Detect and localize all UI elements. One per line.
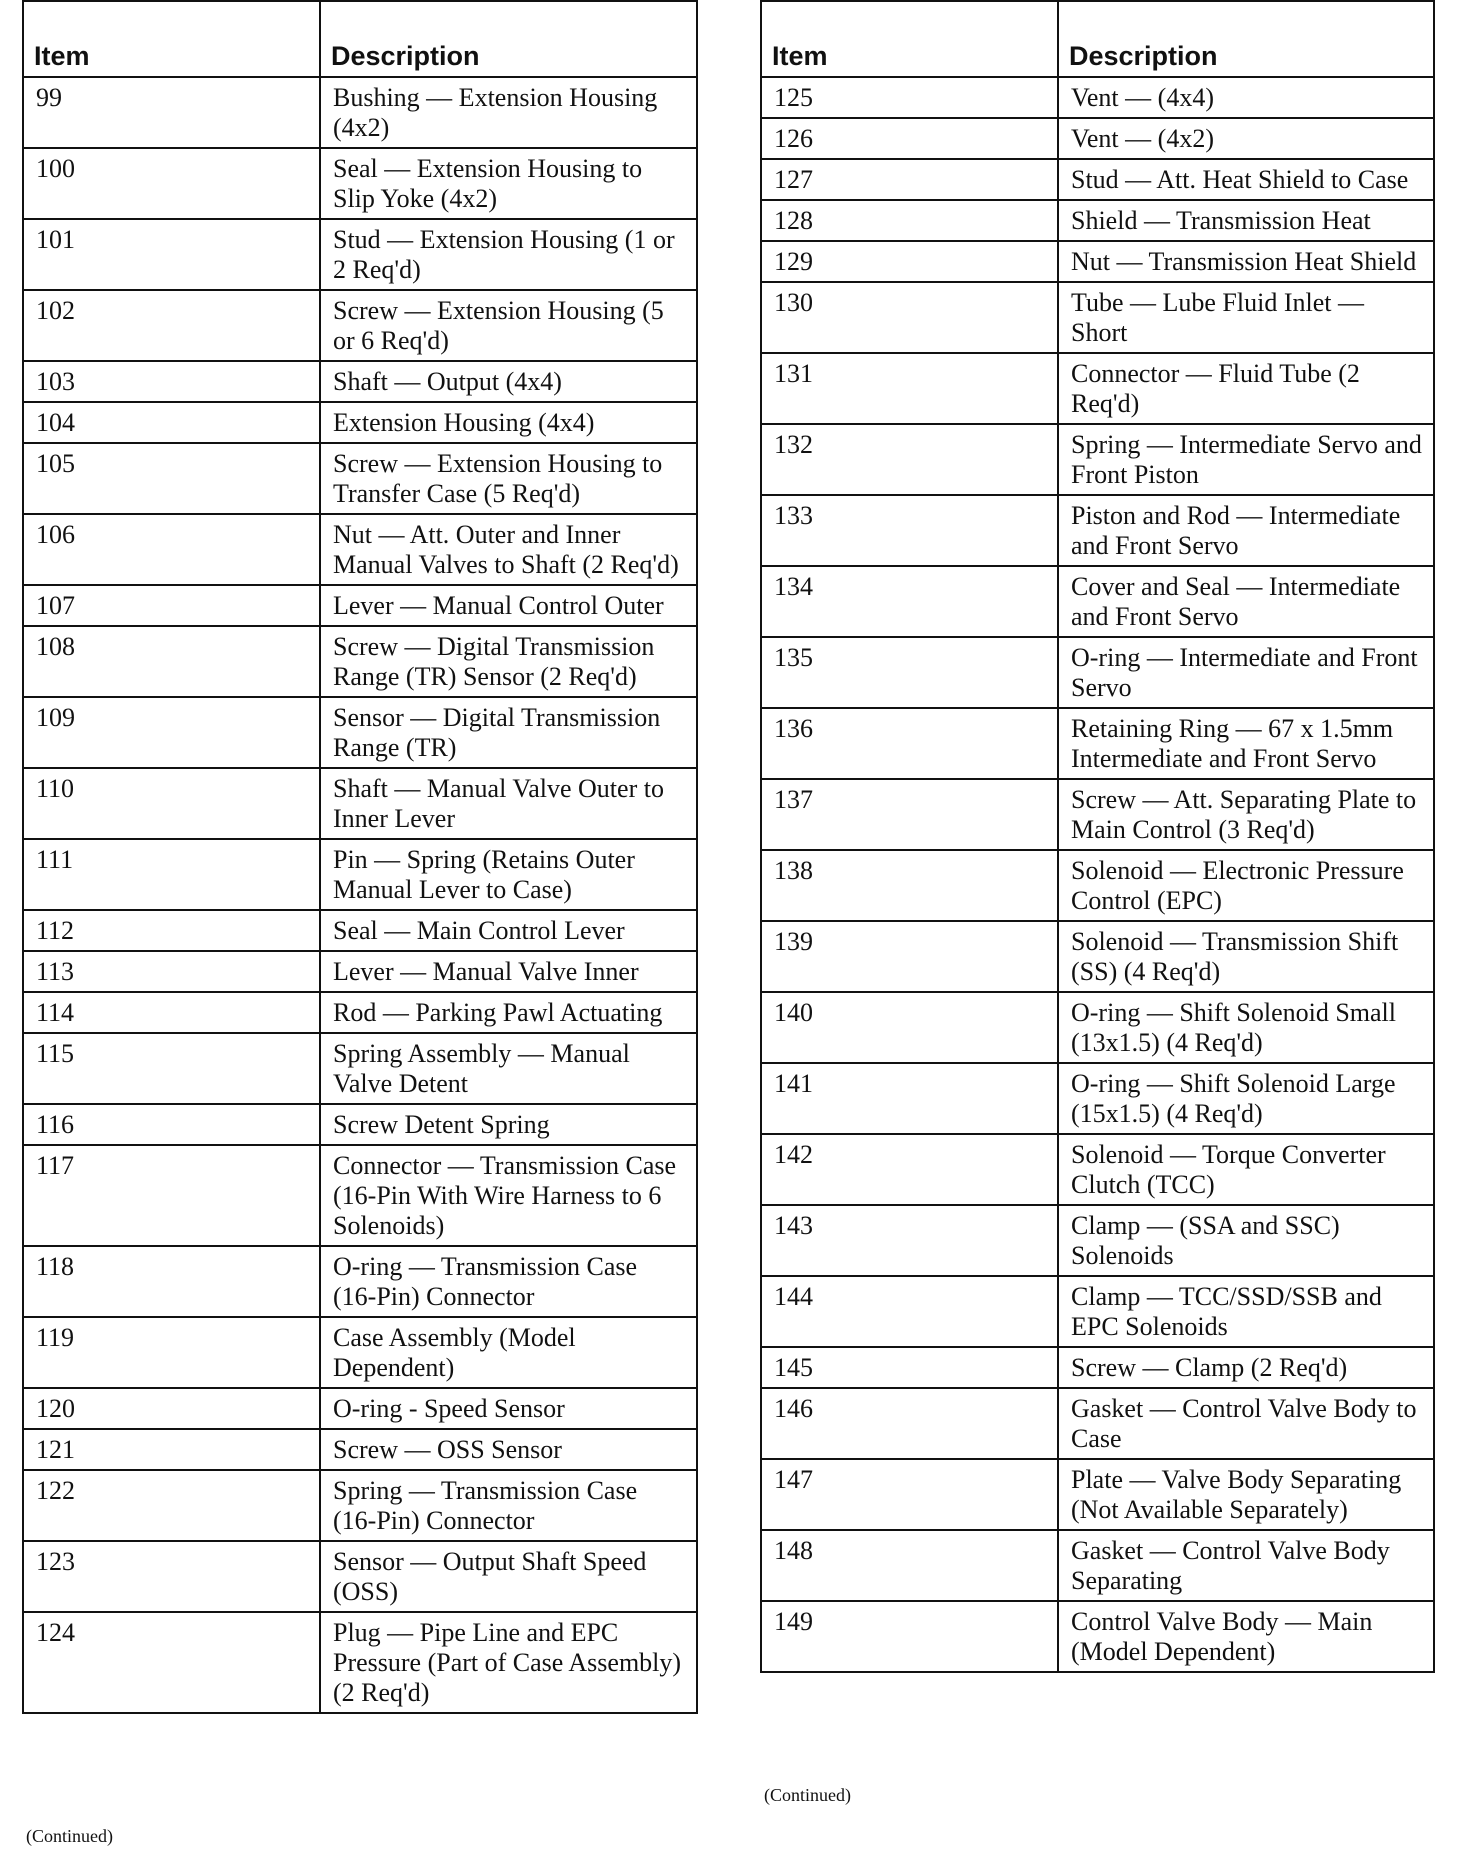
description-cell: Pin — Spring (Retains Outer Manual Lever to Case) [320, 839, 697, 910]
item-number-cell: 139 [761, 921, 1058, 992]
description-cell: Shaft — Output (4x4) [320, 361, 697, 402]
table-row [23, 361, 697, 402]
table-row [23, 1145, 697, 1246]
description-cell: O-ring — Shift Solenoid Large (15x1.5) (4 Req'd) [1058, 1063, 1434, 1134]
table-row [23, 951, 697, 992]
table-row [23, 1246, 697, 1317]
item-number-cell: 136 [761, 708, 1058, 779]
item-number-cell: 146 [761, 1388, 1058, 1459]
item-number-cell: 127 [761, 159, 1058, 200]
description-cell: Clamp — (SSA and SSC) Solenoids [1058, 1205, 1434, 1276]
table-row [23, 1429, 697, 1470]
item-number-cell: 110 [23, 768, 320, 839]
item-number-cell: 108 [23, 626, 320, 697]
description-cell: Shield — Transmission Heat [1058, 200, 1434, 241]
table-row [761, 1205, 1434, 1276]
table-row [23, 992, 697, 1033]
table-row [761, 118, 1434, 159]
item-number-cell: 124 [23, 1612, 320, 1713]
description-cell: Spring — Transmission Case (16-Pin) Connector [320, 1470, 697, 1541]
item-number-cell: 113 [23, 951, 320, 992]
table-row [761, 1347, 1434, 1388]
table-row [23, 585, 697, 626]
table-row [23, 910, 697, 951]
item-number-cell: 130 [761, 282, 1058, 353]
description-cell: Seal — Extension Housing to Slip Yoke (4x2) [320, 148, 697, 219]
description-cell: Sensor — Output Shaft Speed (OSS) [320, 1541, 697, 1612]
item-number-cell: 137 [761, 779, 1058, 850]
table-row [761, 77, 1434, 118]
item-number-cell: 112 [23, 910, 320, 951]
table-row [23, 1388, 697, 1429]
item-number-cell: 140 [761, 992, 1058, 1063]
description-cell: Cover and Seal — Intermediate and Front Servo [1058, 566, 1434, 637]
table-row [761, 1459, 1434, 1530]
table-row [761, 1388, 1434, 1459]
table-row [761, 992, 1434, 1063]
description-cell: O-ring — Transmission Case (16-Pin) Connector [320, 1246, 697, 1317]
table-row [23, 148, 697, 219]
item-column-header: Item [23, 1, 320, 77]
table-row [761, 921, 1434, 992]
item-number-cell: 122 [23, 1470, 320, 1541]
item-number-cell: 102 [23, 290, 320, 361]
item-number-cell: 123 [23, 1541, 320, 1612]
item-number-cell: 109 [23, 697, 320, 768]
description-cell: Lever — Manual Valve Inner [320, 951, 697, 992]
item-number-cell: 104 [23, 402, 320, 443]
table-row [761, 850, 1434, 921]
item-number-cell: 115 [23, 1033, 320, 1104]
item-number-cell: 111 [23, 839, 320, 910]
description-cell: Screw — Extension Housing (5 or 6 Req'd) [320, 290, 697, 361]
item-number-cell: 149 [761, 1601, 1058, 1672]
description-cell: Bushing — Extension Housing (4x2) [320, 77, 697, 148]
table-row [23, 219, 697, 290]
table-row [761, 1276, 1434, 1347]
description-cell: Vent — (4x2) [1058, 118, 1434, 159]
description-cell: Gasket — Control Valve Body Separating [1058, 1530, 1434, 1601]
description-cell: Rod — Parking Pawl Actuating [320, 992, 697, 1033]
item-column-header: Item [761, 1, 1058, 77]
table-row [23, 1612, 697, 1713]
table-row [23, 697, 697, 768]
item-number-cell: 143 [761, 1205, 1058, 1276]
item-number-cell: 138 [761, 850, 1058, 921]
item-number-cell: 105 [23, 443, 320, 514]
item-number-cell: 116 [23, 1104, 320, 1145]
table-row [761, 159, 1434, 200]
table-header-row [23, 1, 697, 77]
description-cell: O-ring - Speed Sensor [320, 1388, 697, 1429]
description-cell: Screw — Att. Separating Plate to Main Control (3 Req'd) [1058, 779, 1434, 850]
table-row [23, 77, 697, 148]
item-number-cell: 101 [23, 219, 320, 290]
item-number-cell: 117 [23, 1145, 320, 1246]
table-row [23, 839, 697, 910]
description-cell: Shaft — Manual Valve Outer to Inner Lever [320, 768, 697, 839]
description-cell: Control Valve Body — Main (Model Dependent) [1058, 1601, 1434, 1672]
description-cell: Solenoid — Electronic Pressure Control (EPC) [1058, 850, 1434, 921]
item-number-cell: 129 [761, 241, 1058, 282]
item-number-cell: 99 [23, 77, 320, 148]
item-number-cell: 126 [761, 118, 1058, 159]
table-row [761, 424, 1434, 495]
table-row [761, 200, 1434, 241]
description-cell: Nut — Att. Outer and Inner Manual Valves to Shaft (2 Req'd) [320, 514, 697, 585]
table-row [761, 1601, 1434, 1672]
description-column-header: Description [320, 1, 697, 77]
description-cell: Case Assembly (Model Dependent) [320, 1317, 697, 1388]
description-cell: Spring — Intermediate Servo and Front Piston [1058, 424, 1434, 495]
description-cell: Sensor — Digital Transmission Range (TR) [320, 697, 697, 768]
description-cell: Piston and Rod — Intermediate and Front Servo [1058, 495, 1434, 566]
table-row [761, 1063, 1434, 1134]
table-row [761, 495, 1434, 566]
description-cell: Plate — Valve Body Separating (Not Available Separately) [1058, 1459, 1434, 1530]
description-cell: Screw — Digital Transmission Range (TR) Sensor (2 Req'd) [320, 626, 697, 697]
item-number-cell: 144 [761, 1276, 1058, 1347]
item-number-cell: 147 [761, 1459, 1058, 1530]
description-cell: Screw — Extension Housing to Transfer Case (5 Req'd) [320, 443, 697, 514]
description-cell: Retaining Ring — 67 x 1.5mm Intermediate and Front Servo [1058, 708, 1434, 779]
description-cell: Connector — Fluid Tube (2 Req'd) [1058, 353, 1434, 424]
table-row [761, 708, 1434, 779]
description-cell: Solenoid — Torque Converter Clutch (TCC) [1058, 1134, 1434, 1205]
item-number-cell: 135 [761, 637, 1058, 708]
description-cell: Nut — Transmission Heat Shield [1058, 241, 1434, 282]
description-cell: Gasket — Control Valve Body to Case [1058, 1388, 1434, 1459]
table-row [23, 768, 697, 839]
description-cell: O-ring — Intermediate and Front Servo [1058, 637, 1434, 708]
item-number-cell: 121 [23, 1429, 320, 1470]
item-number-cell: 142 [761, 1134, 1058, 1205]
table-row [23, 1470, 697, 1541]
item-number-cell: 132 [761, 424, 1058, 495]
item-number-cell: 118 [23, 1246, 320, 1317]
description-cell: Screw Detent Spring [320, 1104, 697, 1145]
left-parts-table [22, 0, 698, 1714]
left-continued-note: (Continued) [26, 1826, 113, 1846]
table-row [23, 514, 697, 585]
description-cell: Screw — OSS Sensor [320, 1429, 697, 1470]
right-parts-table-column [760, 0, 1435, 1673]
description-cell: Stud — Att. Heat Shield to Case [1058, 159, 1434, 200]
description-cell: Seal — Main Control Lever [320, 910, 697, 951]
item-number-cell: 125 [761, 77, 1058, 118]
item-number-cell: 133 [761, 495, 1058, 566]
table-row [23, 1104, 697, 1145]
right-parts-table [760, 0, 1435, 1673]
table-row [23, 402, 697, 443]
description-cell: Tube — Lube Fluid Inlet — Short [1058, 282, 1434, 353]
right-continued-note: (Continued) [764, 1785, 851, 1805]
table-row [761, 241, 1434, 282]
table-row [23, 290, 697, 361]
description-cell: Solenoid — Transmission Shift (SS) (4 Req'd) [1058, 921, 1434, 992]
item-number-cell: 107 [23, 585, 320, 626]
table-row [761, 1134, 1434, 1205]
description-cell: Connector — Transmission Case (16-Pin With Wire Harness to 6 Solenoids) [320, 1145, 697, 1246]
item-number-cell: 120 [23, 1388, 320, 1429]
item-number-cell: 103 [23, 361, 320, 402]
table-row [23, 443, 697, 514]
description-cell: Plug — Pipe Line and EPC Pressure (Part of Case Assembly) (2 Req'd) [320, 1612, 697, 1713]
table-row [761, 282, 1434, 353]
item-number-cell: 119 [23, 1317, 320, 1388]
item-number-cell: 131 [761, 353, 1058, 424]
description-cell: Lever — Manual Control Outer [320, 585, 697, 626]
table-row [761, 1530, 1434, 1601]
description-column-header: Description [1058, 1, 1434, 77]
item-number-cell: 100 [23, 148, 320, 219]
item-number-cell: 148 [761, 1530, 1058, 1601]
item-number-cell: 128 [761, 200, 1058, 241]
description-cell: Extension Housing (4x4) [320, 402, 697, 443]
table-row [23, 1317, 697, 1388]
table-header-row [761, 1, 1434, 77]
table-row [23, 1541, 697, 1612]
description-cell: Screw — Clamp (2 Req'd) [1058, 1347, 1434, 1388]
item-number-cell: 134 [761, 566, 1058, 637]
left-parts-table-column [22, 0, 698, 1714]
description-cell: Stud — Extension Housing (1 or 2 Req'd) [320, 219, 697, 290]
description-cell: Spring Assembly — Manual Valve Detent [320, 1033, 697, 1104]
table-row [761, 566, 1434, 637]
item-number-cell: 145 [761, 1347, 1058, 1388]
description-cell: Clamp — TCC/SSD/SSB and EPC Solenoids [1058, 1276, 1434, 1347]
item-number-cell: 106 [23, 514, 320, 585]
item-number-cell: 114 [23, 992, 320, 1033]
table-row [761, 353, 1434, 424]
description-cell: Vent — (4x4) [1058, 77, 1434, 118]
table-row [761, 779, 1434, 850]
table-row [761, 637, 1434, 708]
table-row [23, 626, 697, 697]
description-cell: O-ring — Shift Solenoid Small (13x1.5) (4 Req'd) [1058, 992, 1434, 1063]
item-number-cell: 141 [761, 1063, 1058, 1134]
table-row [23, 1033, 697, 1104]
